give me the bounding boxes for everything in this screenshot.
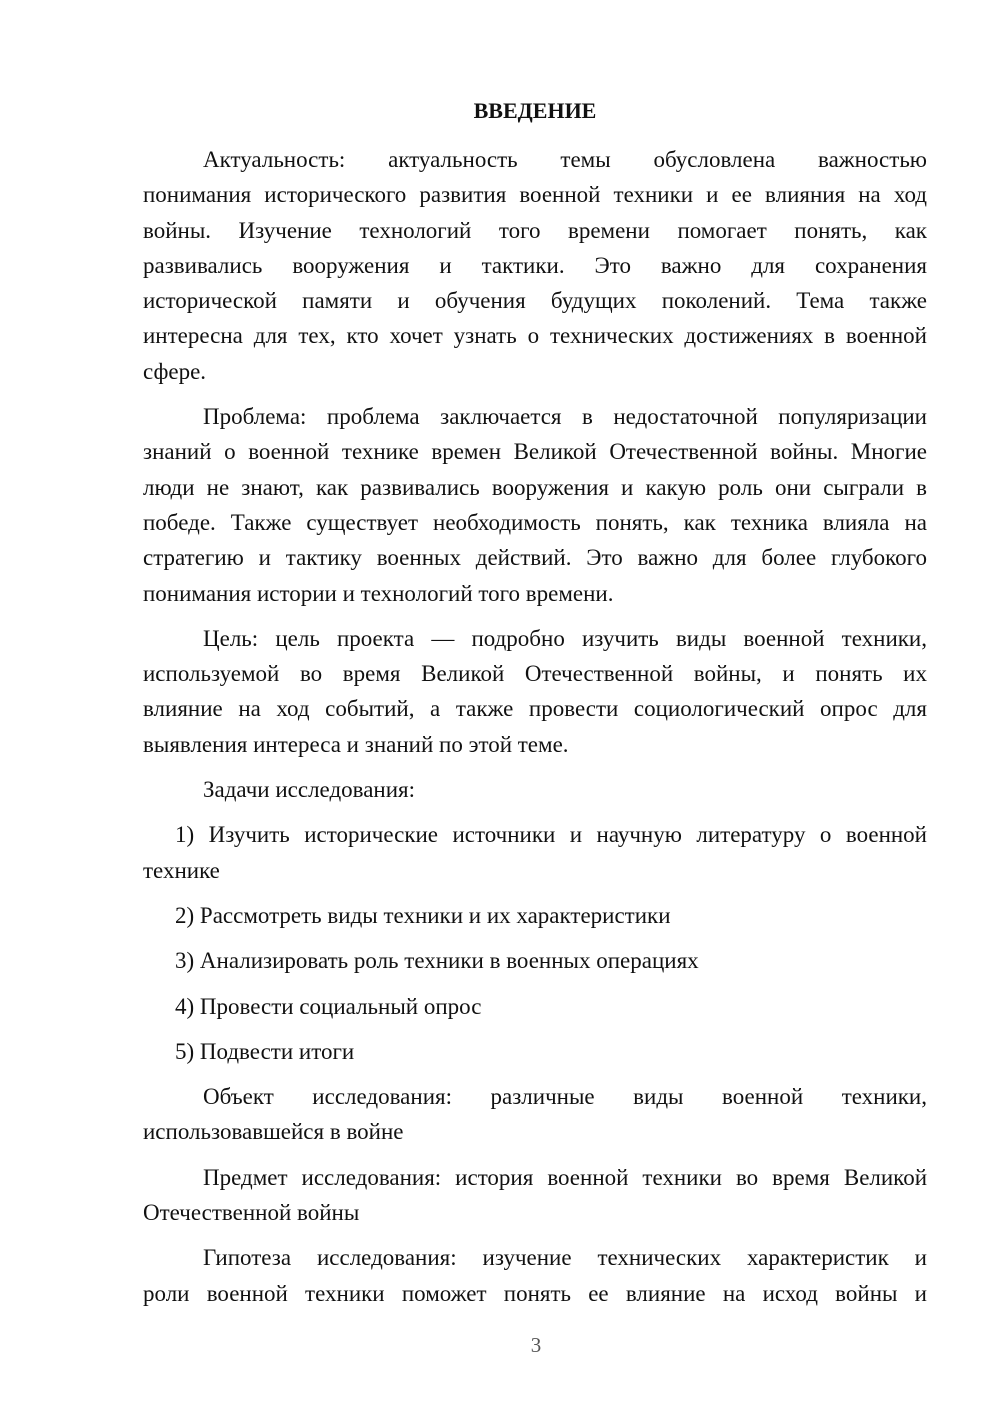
document-page — [143, 93, 927, 1321]
text-line: Проблема: проблема заключается в недостаточной популяризации — [203, 404, 927, 430]
tasks-heading — [143, 772, 927, 807]
object-paragraph — [143, 1079, 927, 1150]
text-line: 4) Провести социальный опрос — [175, 993, 482, 1019]
text-line: 2) Рассмотреть виды техники и их характеристики — [175, 902, 671, 928]
page-number: 3 — [530, 1333, 542, 1357]
text-line: технике — [143, 857, 220, 883]
text-line: выявления интереса и знаний по этой теме. — [143, 731, 569, 757]
task-item-2 — [143, 898, 927, 933]
text-line: 3) Анализировать роль техники в военных операциях — [175, 948, 699, 974]
text-line: Отечественной войны — [143, 1200, 360, 1226]
text-line: 1) Изучить исторические источники и научную литературу о военной — [175, 822, 927, 848]
text-line: Задачи исследования: — [203, 777, 416, 803]
text-line: интересна для тех, кто хочет узнать о технических достижениях в военной — [143, 323, 927, 349]
text-line: влияние на ход событий, а также провести социологический опрос для — [143, 696, 927, 722]
text-line: знаний о военной технике времен Великой Отечественной войны. Многие — [143, 439, 927, 465]
goal-paragraph — [143, 621, 927, 762]
text-line: войны. Изучение технологий того времени помогает понять, как — [143, 217, 927, 243]
document-body — [143, 142, 927, 1311]
subject-paragraph — [143, 1160, 927, 1231]
task-item-5 — [143, 1034, 927, 1069]
text-line: развивались вооружения и тактики. Это важно для сохранения — [143, 252, 927, 278]
text-line: 5) Подвести итоги — [175, 1038, 355, 1064]
text-line: Предмет исследования: история военной техники во время Великой — [203, 1164, 927, 1190]
text-line: использовавшейся в войне — [143, 1119, 404, 1145]
text-line: роли военной техники поможет понять ее влияние на исход войны и — [143, 1280, 927, 1306]
text-line: понимания исторического развития военной техники и ее влияния на ход — [143, 182, 927, 208]
text-line: исторической памяти и обучения будущих поколений. Тема также — [143, 288, 927, 314]
problem-paragraph — [143, 399, 927, 611]
text-line: Цель: цель проекта — подробно изучить виды военной техники, — [203, 625, 927, 651]
text-line: Объект исследования: различные виды военной техники, — [203, 1084, 927, 1110]
relevance-paragraph — [143, 142, 927, 389]
text-line: люди не знают, как развивались вооружения и какую роль они сыграли в — [143, 474, 927, 500]
text-line: победе. Также существует необходимость понять, как техника влияла на — [143, 509, 927, 535]
text-line: стратегию и тактику военных действий. Это важно для более глубокого — [143, 545, 927, 571]
task-item-4 — [143, 989, 927, 1024]
task-item-3 — [143, 943, 927, 978]
section-title: ВВЕДЕНИЕ — [473, 98, 597, 123]
text-line: Гипотеза исследования: изучение технических характеристик и — [203, 1245, 927, 1271]
text-line: Актуальность: актуальность темы обусловлена важностью — [203, 147, 927, 172]
hypothesis-paragraph — [143, 1240, 927, 1311]
task-item-1 — [143, 817, 927, 888]
text-line: понимания истории и технологий того времени. — [143, 580, 614, 606]
text-line: сфере. — [143, 358, 207, 384]
text-line: используемой во время Великой Отечественной войны, и понять их — [143, 661, 927, 687]
